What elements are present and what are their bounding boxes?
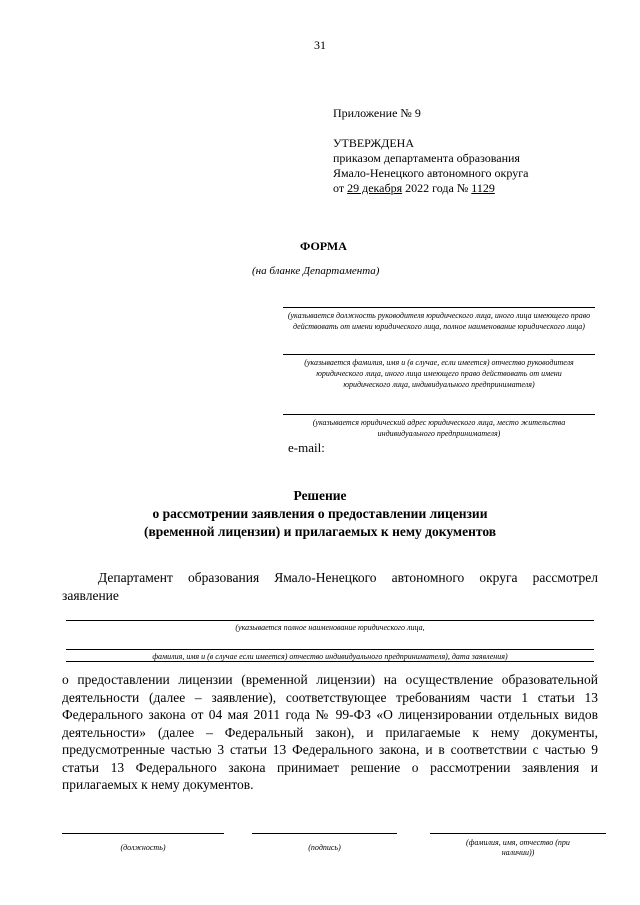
- recipient-name-line: [283, 354, 595, 355]
- recipient-position-hint: (указывается должность руководителя юридического лица, иного лица имеющего право действовать от имени юридического лица, полное наименование юридического лица): [287, 311, 591, 331]
- approval-block: [333, 106, 528, 196]
- intro-paragraph: Департамент образования Ямало-Ненецкого автономного округа рассмотрел заявление: [62, 570, 598, 603]
- approval-line-2: Ямало-Ненецкого автономного округа: [333, 166, 529, 180]
- signature-position-line: [62, 833, 224, 834]
- appendix-label: Приложение № 9: [333, 106, 421, 120]
- signature-name-line: [430, 833, 606, 834]
- recipient-address-hint: (указывается юридический адрес юридического лица, место жительства индивидуального предпринимателя): [312, 418, 566, 438]
- title-line-3: (временной лицензии) и прилагаемых к нему документов: [143, 524, 497, 539]
- page-number: 31: [314, 38, 326, 52]
- recipient-name-hint: (указывается фамилия, имя и (в случае, если имеется) отчество руководителя юридического лица, иного лица имеющего право действовать от имени юридического лица, индивидуального предпринимателя): [304, 358, 574, 389]
- email-label: e-mail:: [288, 440, 325, 455]
- date-prefix: от: [333, 181, 348, 195]
- recipient-position-line: [283, 307, 595, 308]
- applicant-org-line: [66, 620, 594, 621]
- signature-sign-line: [252, 833, 397, 834]
- applicant-person-hint: фамилия, имя и (в случае если имеется) отчество индивидуального предпринимателя), дата заявления): [152, 652, 508, 661]
- approved-label: УТВЕРЖДЕНА: [333, 136, 415, 150]
- title-line-2: о рассмотрении заявления о предоставлении лицензии: [152, 506, 488, 521]
- decision-title: [80, 487, 560, 541]
- applicant-date-line: [66, 661, 594, 662]
- approval-number: 1129: [471, 181, 495, 195]
- approval-date-line: [333, 181, 528, 196]
- date-middle: 2022 года №: [402, 181, 472, 195]
- signature-sign-hint: (подпись): [308, 843, 341, 852]
- applicant-org-hint: (указывается полное наименование юридического лица,: [235, 623, 425, 632]
- decision-paragraph: о предоставлении лицензии (временной лицензии) на осуществление образовательной деятельности (далее – заявление), соответствующее требованиям части 1 статьи 13 Федерального закона от 04 мая 2011 года № 99-ФЗ «О лицензировании отдельных видов деятельности» (далее – Федеральный закон), и прилагаемые к нему документы, предусмотренные частью 3 статьи 13 Федерального закона, и в соответствии с частью 9 статьи 13 Федерального закона принимает решение о рассмотрении заявления и прилагаемых к нему документов.: [62, 672, 598, 792]
- blank-note: (на бланке Департамента): [252, 265, 380, 277]
- signature-name-hint: (фамилия, имя, отчество (при наличии)): [466, 838, 570, 857]
- applicant-person-line: [66, 649, 594, 650]
- approval-line-1: приказом департамента образования: [333, 151, 520, 165]
- signature-position-hint: (должность): [120, 843, 166, 852]
- form-label: ФОРМА: [300, 239, 347, 253]
- recipient-address-line: [283, 414, 595, 415]
- title-line-1: Решение: [293, 488, 347, 503]
- approval-date: 29 декабря: [347, 181, 403, 195]
